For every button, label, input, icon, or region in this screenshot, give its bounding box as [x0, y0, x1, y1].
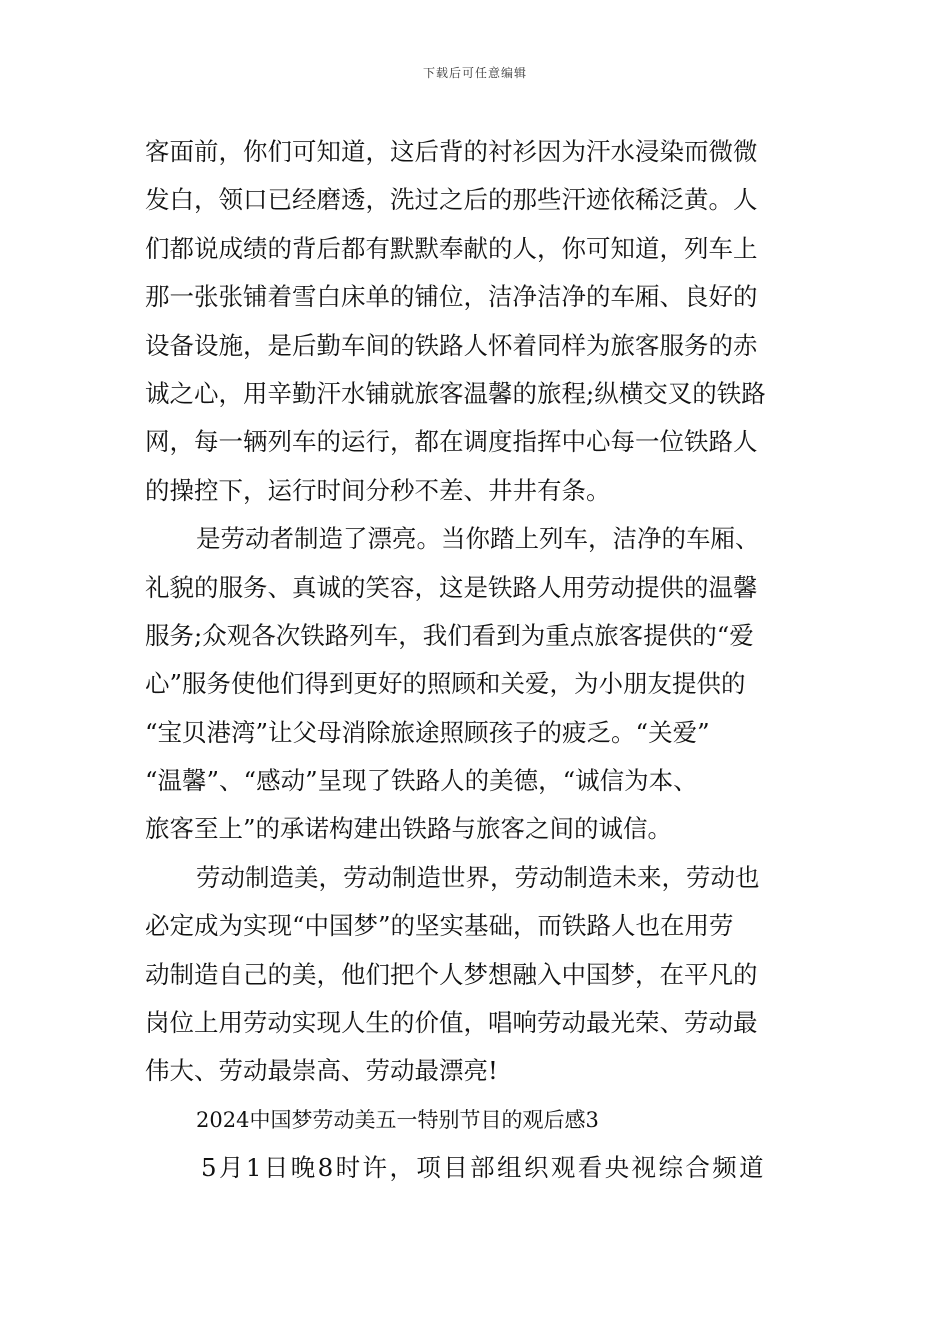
- text-line: 网，每一辆列车的运行，都在调度指挥中心每一位铁路人: [145, 427, 758, 457]
- text-line: 们都说成绩的背后都有默默奉献的人，你可知道，列车上: [145, 233, 758, 263]
- text-line: 发白，领口已经磨透，洗过之后的那些汗迹依稀泛黄。人: [145, 185, 758, 215]
- text-line: 动制造自己的美，他们把个人梦想融入中国梦，在平凡的: [145, 959, 758, 989]
- section-heading: 2024中国梦劳动美五一特别节目的观后感3: [196, 1107, 599, 1132]
- text-line: “宝贝港湾”让父母消除旅途照顾孩子的疲乏。“关爱”: [145, 717, 710, 747]
- text-line: 客面前，你们可知道，这后背的衬衫因为汗水浸染而微微: [145, 137, 758, 166]
- text-line: 设备设施，是后勤车间的铁路人怀着同样为旅客服务的赤: [145, 330, 758, 360]
- text-line: 礼貌的服务、真诚的笑容，这是铁路人用劳动提供的温馨: [145, 572, 758, 602]
- text-line: 伟大、劳动最崇高、劳动最漂亮!: [145, 1056, 498, 1086]
- text-line: 的操控下，运行时间分秒不差、井井有条。: [145, 475, 611, 505]
- document-body: [145, 128, 810, 1193]
- text-line: 心”服务使他们得到更好的照顾和关爱，为小朋友提供的: [145, 669, 746, 699]
- paragraph-start-line: 5月1日晚8时许，项目部组织观看央视综合频道: [201, 1153, 767, 1183]
- paragraph-start-line: 是劳动者制造了漂亮。当你踏上列车，洁净的车厢、: [196, 524, 760, 554]
- paragraph-start-line: 劳动制造美，劳动制造世界，劳动制造未来，劳动也: [196, 862, 760, 892]
- text-line: 服务;众观各次铁路列车，我们看到为重点旅客提供的“爱: [145, 620, 754, 650]
- text-line: 岗位上用劳动实现人生的价值，唱响劳动最光荣、劳动最: [145, 1008, 758, 1038]
- text-line: 诚之心，用辛勤汗水铺就旅客温馨的旅程;纵横交叉的铁路: [145, 378, 766, 408]
- text-line: “温馨”、“感动”呈现了铁路人的美德，“诚信为本、: [145, 766, 698, 796]
- page-header-note: 下载后可任意编辑: [422, 66, 527, 80]
- text-line: 旅客至上”的承诺构建出铁路与旅客之间的诚信。: [145, 814, 673, 844]
- text-line: 必定成为实现“中国梦”的坚实基础，而铁路人也在用劳: [145, 911, 734, 941]
- text-line: 那一张张铺着雪白床单的铺位，洁净洁净的车厢、良好的: [145, 282, 758, 312]
